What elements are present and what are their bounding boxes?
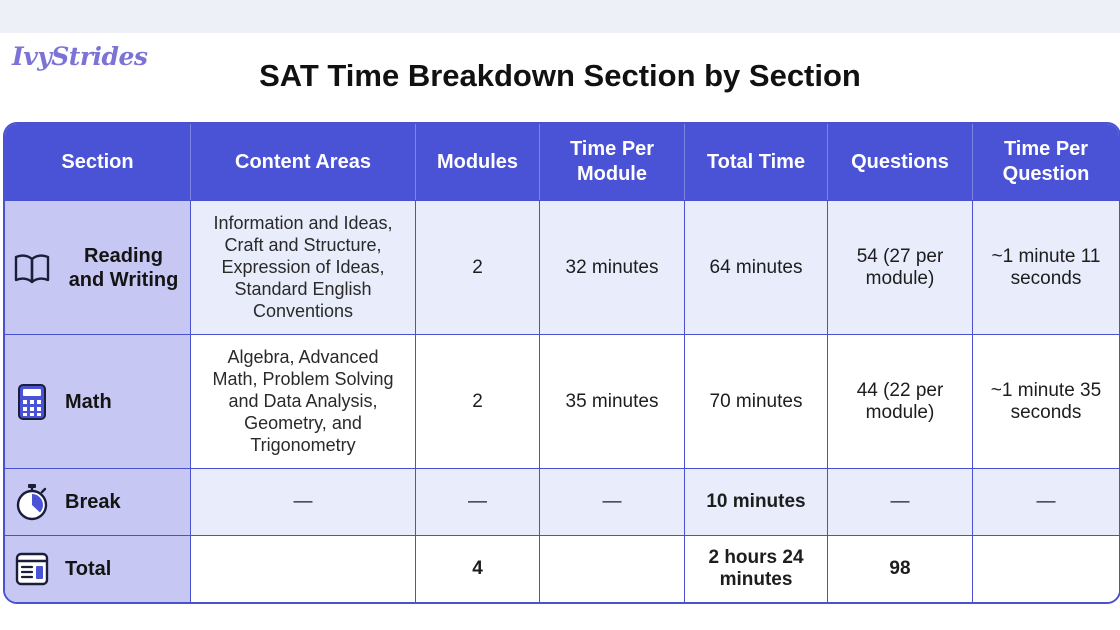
questions-cell: 54 (27 per module) <box>828 200 973 334</box>
summary-card-icon <box>13 550 51 588</box>
table-row <box>5 535 1119 602</box>
book-icon <box>13 249 51 287</box>
top-band <box>0 0 1120 33</box>
section-cell <box>5 200 191 334</box>
modules-cell: 2 <box>416 200 540 334</box>
questions-cell: 44 (22 per module) <box>828 334 973 468</box>
questions-cell: — <box>828 468 973 535</box>
section-label: Total <box>65 558 112 580</box>
header-questions: Questions <box>828 124 973 200</box>
stopwatch-icon <box>13 483 51 521</box>
time-per-module-cell: 35 minutes <box>540 334 685 468</box>
section-cell <box>5 535 191 602</box>
table-row <box>5 468 1119 535</box>
header-time-per-module: Time Per Module <box>540 124 685 200</box>
content-areas-cell: Information and Ideas, Craft and Structure, Expression of Ideas, Standard English Conventions <box>191 200 416 334</box>
modules-cell: — <box>416 468 540 535</box>
total-time-cell: 10 minutes <box>685 468 828 535</box>
calculator-icon <box>13 383 51 421</box>
header-modules: Modules <box>416 124 540 200</box>
table-header-row <box>5 124 1119 200</box>
time-per-question-cell <box>973 535 1119 602</box>
total-time-cell: 70 minutes <box>685 334 828 468</box>
modules-cell: 2 <box>416 334 540 468</box>
table-row <box>5 200 1119 334</box>
total-time-cell: 2 hours 24 minutes <box>685 535 828 602</box>
header-content-areas: Content Areas <box>191 124 416 200</box>
total-time-cell: 64 minutes <box>685 200 828 334</box>
section-label: Break <box>65 491 121 513</box>
table-row <box>5 334 1119 468</box>
content-areas-cell: Algebra, Advanced Math, Problem Solving and Data Analysis, Geometry, and Trigonometry <box>191 334 416 468</box>
questions-cell: 98 <box>828 535 973 602</box>
time-per-question-cell: — <box>973 468 1119 535</box>
header-time-per-question: Time Per Question <box>973 124 1119 200</box>
time-per-module-cell: — <box>540 468 685 535</box>
modules-cell: 4 <box>416 535 540 602</box>
page-title: SAT Time Breakdown Section by Section <box>259 58 861 93</box>
content-areas-cell: — <box>191 468 416 535</box>
section-label: Math <box>65 390 112 413</box>
header-section: Section <box>5 124 191 200</box>
content-areas-cell <box>191 535 416 602</box>
time-per-module-cell: 32 minutes <box>540 200 685 334</box>
section-cell <box>5 334 191 468</box>
time-per-question-cell: ~1 minute 35 seconds <box>973 334 1119 468</box>
brand-logo: IvyStrides <box>12 42 148 71</box>
sat-time-table <box>3 122 1120 604</box>
section-label: Reading and Writing <box>68 244 179 291</box>
time-per-module-cell <box>540 535 685 602</box>
section-cell <box>5 468 191 535</box>
header-total-time: Total Time <box>685 124 828 200</box>
time-per-question-cell: ~1 minute 11 seconds <box>973 200 1119 334</box>
